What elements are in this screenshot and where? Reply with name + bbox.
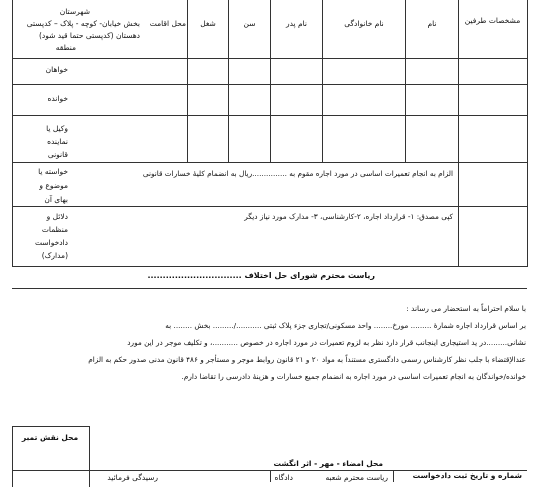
header-address-line1: شهرستان (59, 7, 90, 16)
footer-proceed: رسیدگی فرمائید (107, 473, 158, 482)
header-address-line4: منطقه (55, 43, 76, 52)
letter-paragraph-1: بر اساس قرارداد اجاره شمارهٔ ......... مورخ........ واحد مسکونی/تجاری جزء پلاک ثبتی .........../......... بخش ........ به (165, 321, 526, 330)
stamp-place: محل نقش تمبر (21, 433, 79, 442)
signature-place: محل امضاء - مهر - اثر انگشت (273, 459, 383, 468)
header-residence: محل اقامت (149, 19, 186, 28)
header-first-name: نام (427, 19, 437, 28)
row-label-request: خواسته یا موضوع و بهای آن (38, 167, 68, 204)
letter-paragraph-3: عندالإقتضاء با جلب نظر کارشناس رسمی دادگستری مستنداً به مواد ۲۰ و ۲۱ قانون روابط موجر و مستأجر و ۴۸۶ قانون مدنی صدور حکم به الزام (88, 355, 526, 364)
letter-body (12, 300, 526, 385)
header-job: شغل (200, 19, 216, 28)
header-age: سن (243, 19, 256, 28)
footer-branch: ریاست محترم شعبه (325, 473, 388, 482)
council-title: ریاست محترم شورای حل اختلاف ............................... (147, 271, 375, 280)
header-last-name: نام خانوادگی (344, 19, 384, 28)
letter-paragraph-4: خوانده/خواندگان به انجام تعمیرات اساسی در مورد اجاره به انضمام جمیع خسارات و هزینهٔ دادرسی را تقاضا دارم. (181, 372, 526, 381)
row-label-applicant: خواهان (45, 65, 68, 74)
request-text: الزام به انجام تعمیرات اساسی در مورد اجاره مقوم به ...............ریال به انضمام کلیهٔ خسارات قانونی (142, 169, 453, 178)
header-address-line2: بخش خیابان- کوچه - پلاک – کدپستی (26, 19, 140, 28)
letter-paragraph-2: نشانی.........در ید استیجاری اینجانب قرار دارد نظر به لزوم تعمیرات در مورد اجاره در خصوص ...........، و تکلیف موجر در این مورد (127, 338, 526, 347)
header-father-name: نام پدر (285, 19, 308, 28)
footer-registration: شماره و تاریخ ثبت دادخواست (412, 471, 522, 480)
header-address-line3: دهستان (کدپستی حتما قید شود) (38, 31, 140, 40)
row-label-attorney: وکیل یا نماینده قانونی (46, 124, 68, 159)
header-parties-spec: مشخصات طرفین (464, 16, 521, 25)
evidence-text: کپی مصدق: ۱- قرارداد اجاره، ۲-کارشناسی، ۳- مدارک مورد نیاز دیگر (244, 212, 453, 221)
letter-greeting: با سلام احتراماً به استحضار می رساند : (406, 304, 526, 313)
footer-court: دادگاه (274, 473, 293, 482)
row-label-evidence: دلائل و منظمات دادخواست (مدارک) (34, 212, 68, 260)
row-label-respondent: خوانده (47, 94, 68, 103)
